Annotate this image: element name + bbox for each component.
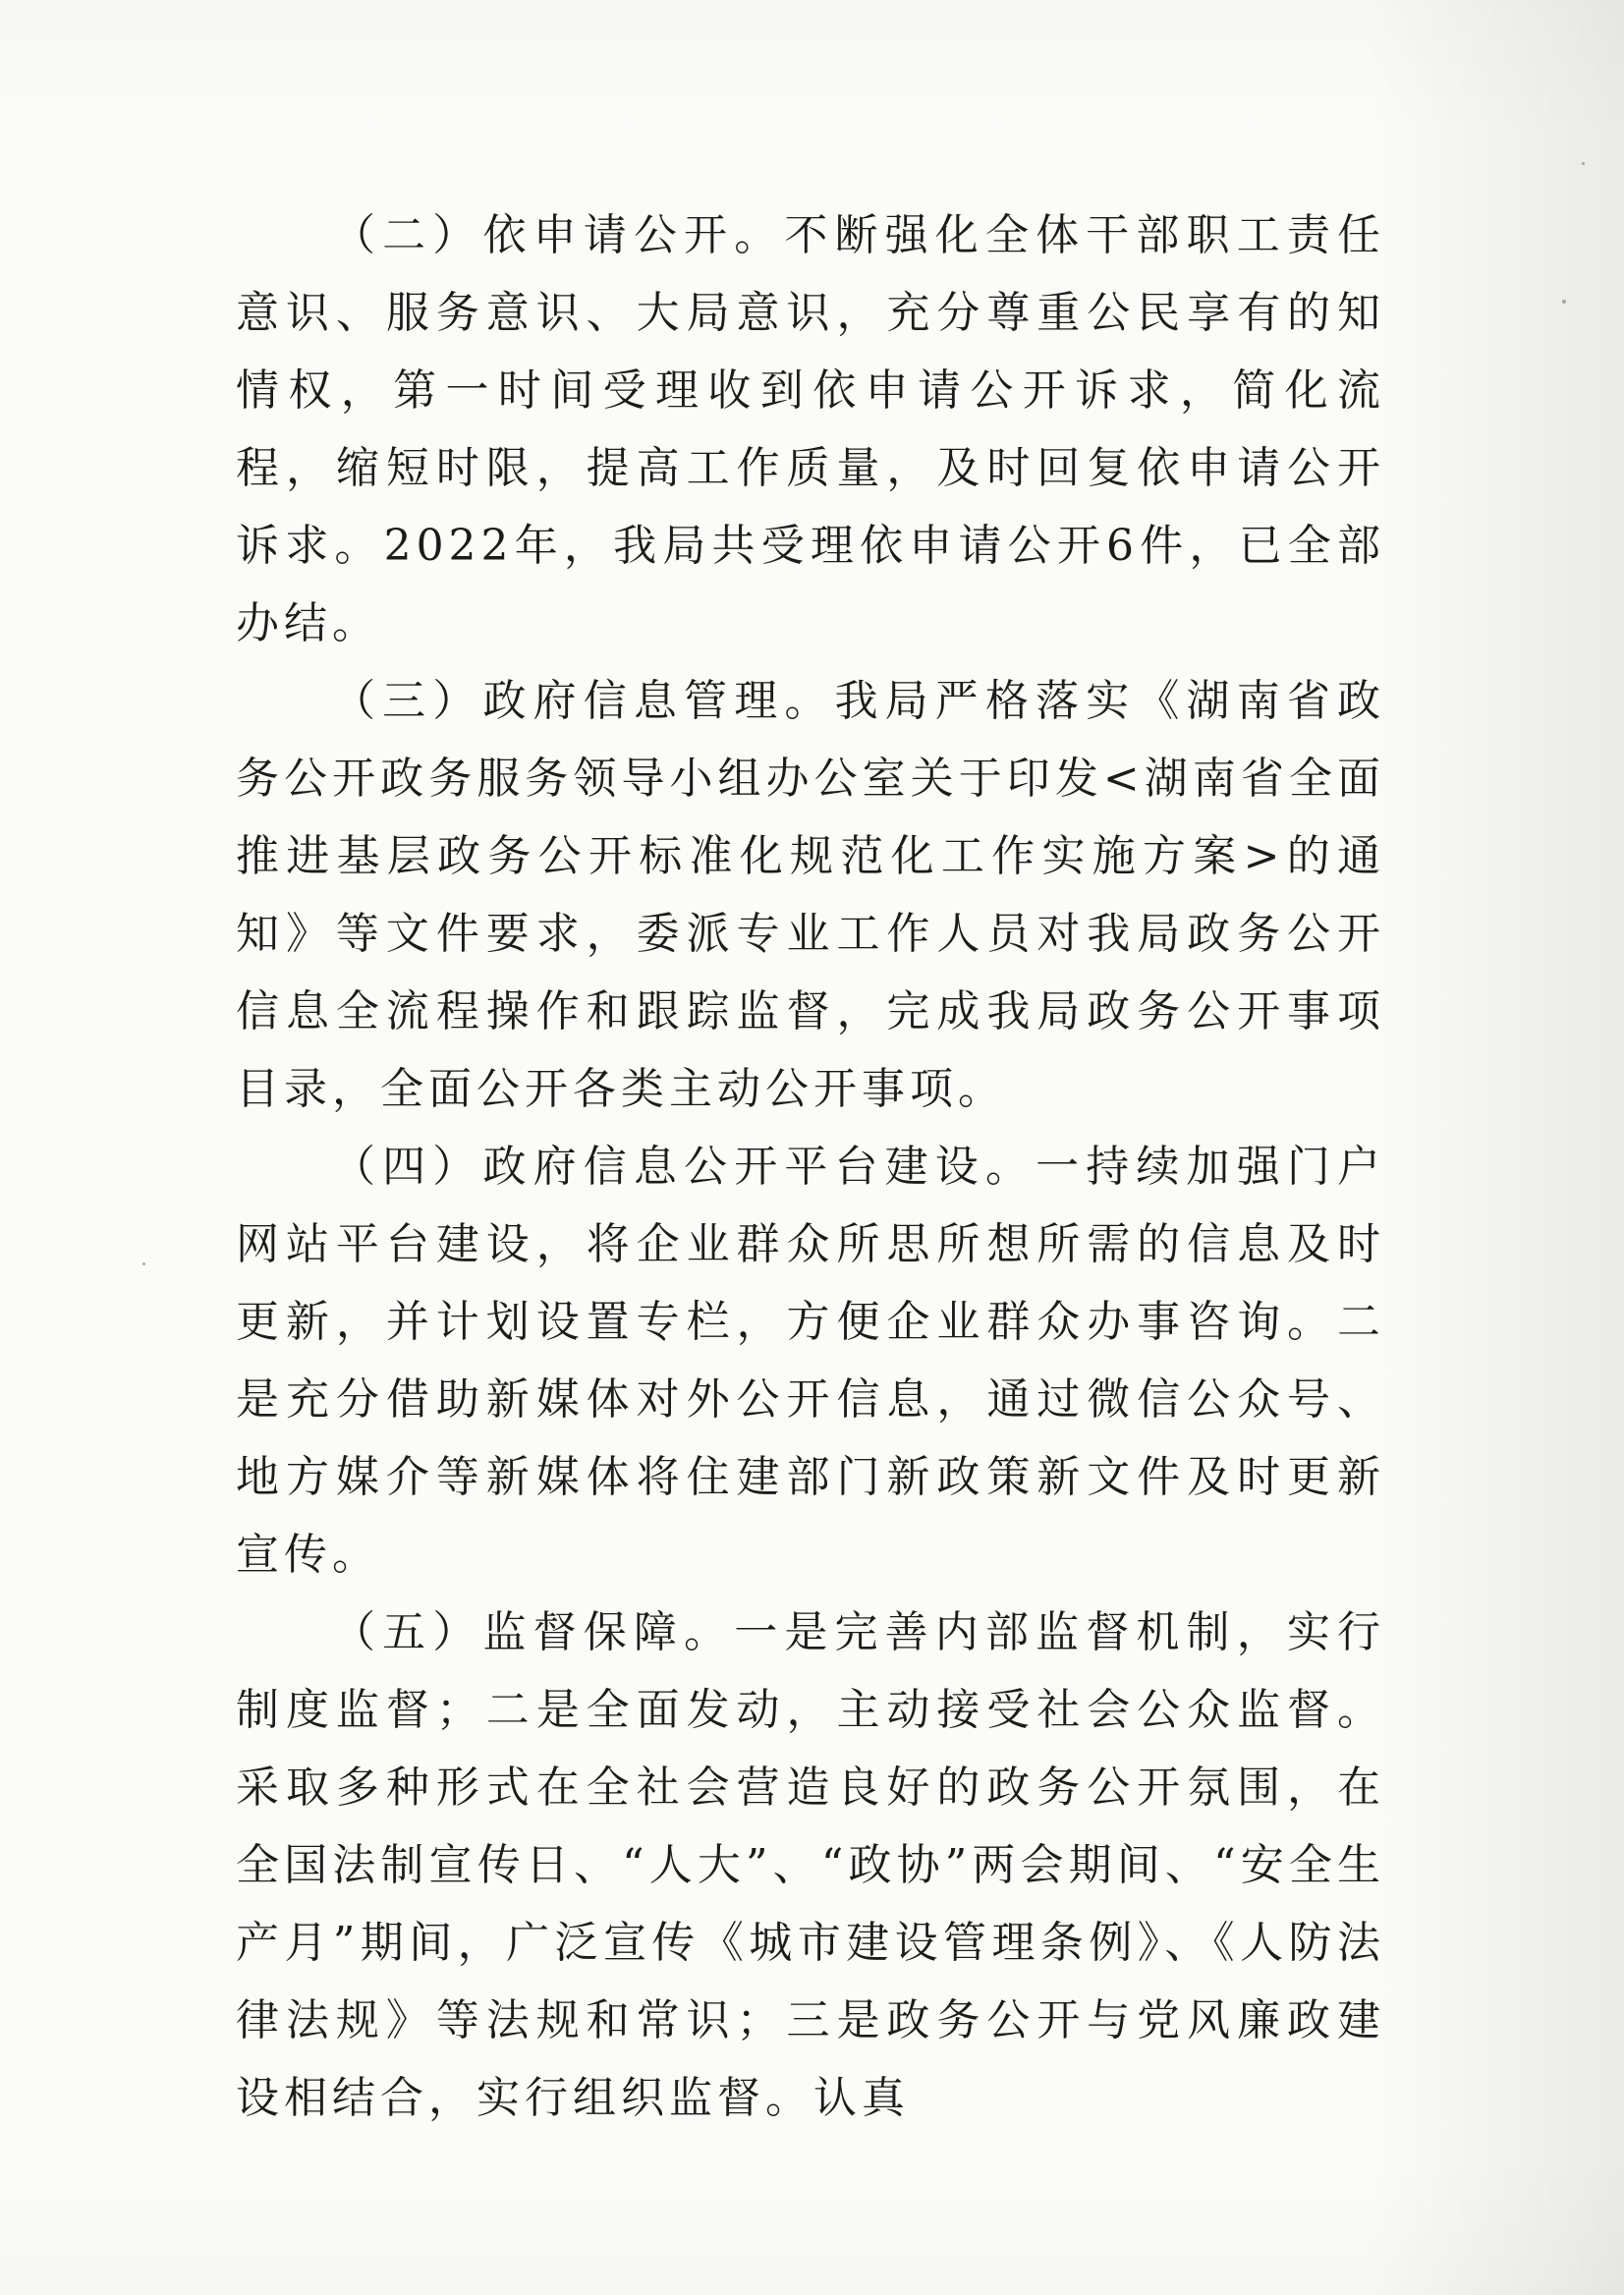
- scan-speck: [1582, 162, 1585, 165]
- paragraph-application-disclosure: （二）依申请公开。不断强化全体干部职工责任意识、服务意识、大局意识，充分尊重公民享有的知情权，第一时间受理收到依申请公开诉求，简化流程，缩短时限，提高工作质量，及时回复依申请公开诉求。2022年，我局共受理依申请公开6件，已全部办结。: [236, 210, 1385, 648]
- paragraph-information-management: （三）政府信息管理。我局严格落实《湖南省政务公开政务服务领导小组办公室关于印发<湖南省全面推进基层政务公开标准化规范化工作实施方案>的通知》等文件要求，委派专业工作人员对我局政务公开信息全流程操作和跟踪监督，完成我局政务公开事项目录，全面公开各类主动公开事项。: [236, 676, 1385, 1114]
- document-body: [236, 196, 1385, 2137]
- paragraph-platform-construction: （四）政府信息公开平台建设。一持续加强门户网站平台建设，将企业群众所思所想所需的信息及时更新，并计划设置专栏，方便企业群众办事咨询。二是充分借助新媒体对外公开信息，通过微信公众号、地方媒介等新媒体将住建部门新政策新文件及时更新宣传。: [236, 1142, 1385, 1580]
- paragraph-supervision: （五）监督保障。一是完善内部监督机制，实行制度监督；二是全面发动，主动接受社会公众监督。采取多种形式在全社会营造良好的政务公开氛围，在全国法制宣传日、“人大”、“政协”两会期间、“安全生产月”期间，广泛宣传《城市建设管理条例》、《人防法律法规》等法规和常识；三是政务公开与党风廉政建设相结合，实行组织监督。认真: [236, 1607, 1385, 2123]
- scan-speck: [1562, 300, 1566, 304]
- scan-speck: [142, 1262, 145, 1265]
